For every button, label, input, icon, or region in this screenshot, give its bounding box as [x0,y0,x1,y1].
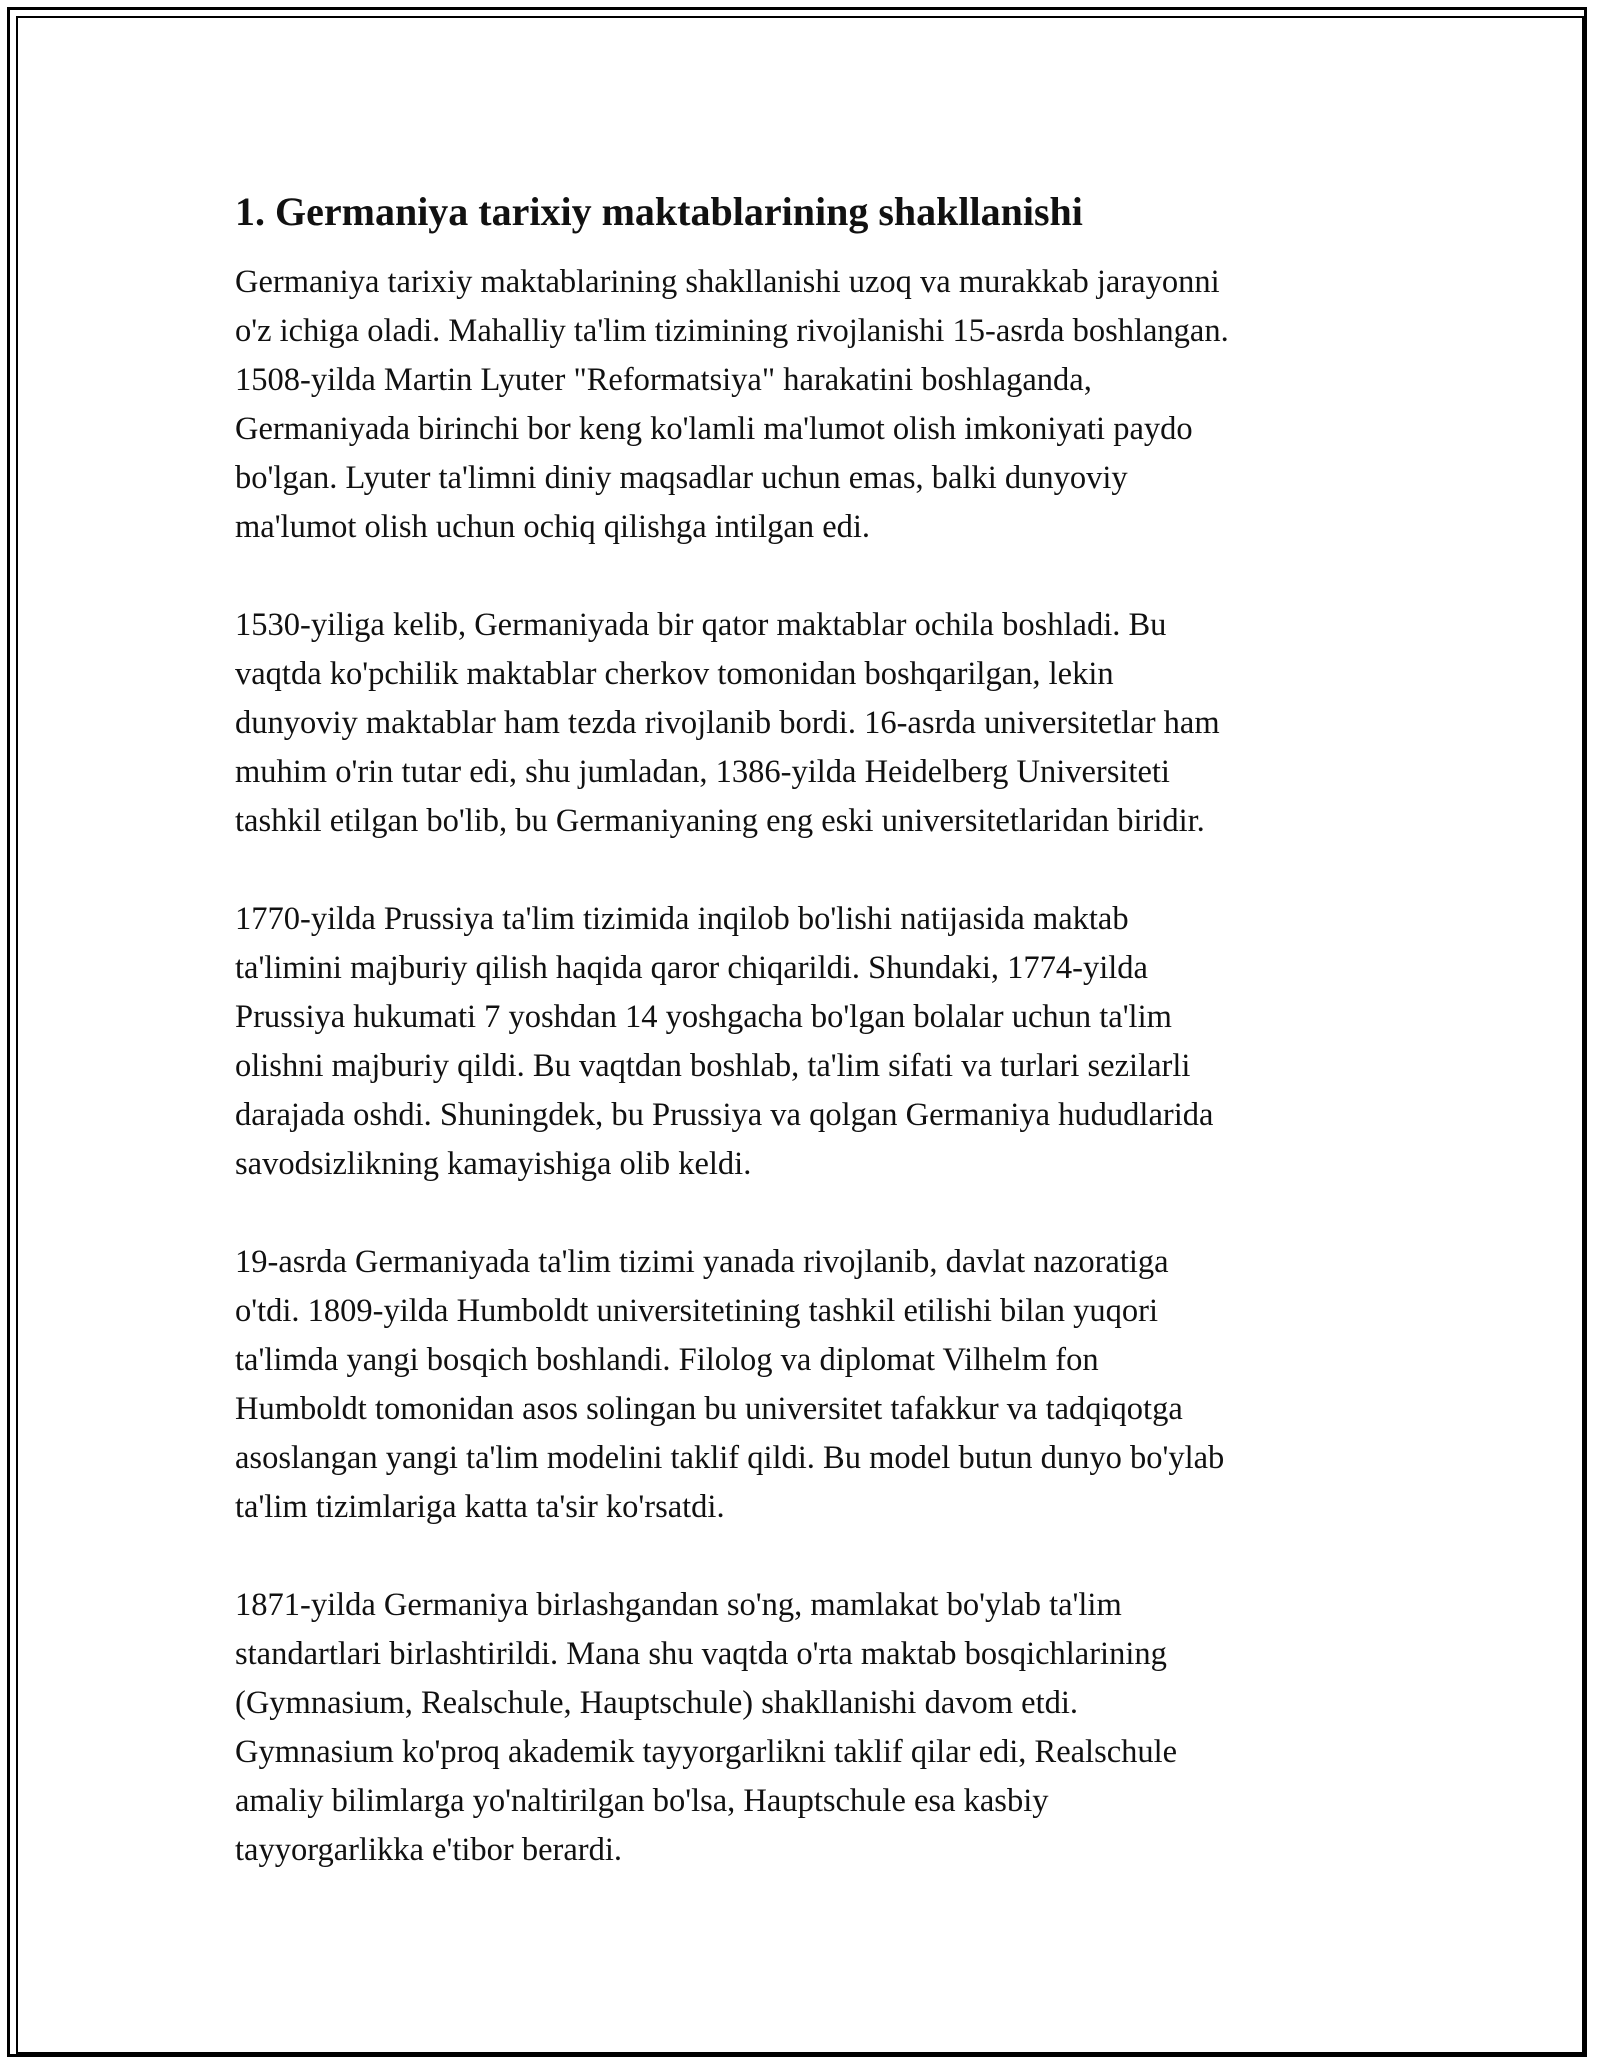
paragraph-line: ta'limda yangi bosqich boshlandi. Filolog va diplomat Vilhelm fon [235,1342,1099,1378]
paragraph-line: vaqtda ko'pchilik maktablar cherkov tomonidan boshqarilgan, lekin [235,656,1114,692]
document-body [235,188,1365,1924]
paragraph-line: savodsizlikning kamayishiga olib keldi. [235,1146,752,1182]
paragraph-line: 19-asrda Germaniyada ta'lim tizimi yanada rivojlanib, davlat nazoratiga [235,1244,1169,1280]
paragraph-line: dunyoviy maktablar ham tezda rivojlanib bordi. 16-asrda universitetlar ham [235,705,1220,741]
paragraph-line: ta'lim tizimlariga katta ta'sir ko'rsatdi. [235,1489,725,1525]
paragraph-line: amaliy bilimlarga yo'naltirilgan bo'lsa, Hauptschule esa kasbiy [235,1783,1049,1819]
paragraph-line: olishni majburiy qildi. Bu vaqtdan boshlab, ta'lim sifati va turlari sezilarli [235,1048,1191,1084]
paragraph-line: 1508-yilda Martin Lyuter "Reformatsiya" harakatini boshlaganda, [235,362,1092,398]
paragraph-line: ma'lumot olish uchun ochiq qilishga intilgan edi. [235,509,871,545]
paragraph-line: (Gymnasium, Realschule, Hauptschule) shakllanishi davom etdi. [235,1685,1079,1721]
paragraph-line: asoslangan yangi ta'lim modelini taklif qildi. Bu model butun dunyo bo'ylab [235,1440,1225,1476]
paragraph-line: muhim o'rin tutar edi, shu jumladan, 1386-yilda Heidelberg Universiteti [235,754,1170,790]
paragraph-line: tashkil etilgan bo'lib, bu Germaniyaning eng eski universitetlaridan biridir. [235,803,1205,839]
paragraph-line: darajada oshdi. Shuningdek, bu Prussiya va qolgan Germaniya hududlarida [235,1097,1214,1133]
paragraph-line: Prussiya hukumati 7 yoshdan 14 yoshgacha bo'lgan bolalar uchun ta'lim [235,999,1172,1035]
paragraph-line: Humboldt tomonidan asos solingan bu universitet tafakkur va tadqiqotga [235,1391,1183,1427]
paragraph-1 [235,258,1365,552]
paragraph-5 [235,1581,1365,1875]
paragraph-line: Gymnasium ko'proq akademik tayyorgarlikni taklif qilar edi, Realschule [235,1734,1178,1770]
paragraph-line: o'z ichiga oladi. Mahalliy ta'lim tizimining rivojlanishi 15-asrda boshlangan. [235,313,1229,349]
paragraph-line: standartlari birlashtirildi. Mana shu vaqtda o'rta maktab bosqichlarining [235,1636,1167,1672]
paragraph-line: bo'lgan. Lyuter ta'limni diniy maqsadlar uchun emas, balki dunyoviy [235,460,1128,496]
paragraph-line: Germaniya tarixiy maktablarining shakllanishi uzoq va murakkab jarayonni [235,264,1220,300]
paragraph-line: o'tdi. 1809-yilda Humboldt universitetining tashkil etilishi bilan yuqori [235,1293,1158,1329]
paragraph-3 [235,895,1365,1189]
paragraph-line: 1770-yilda Prussiya ta'lim tizimida inqilob bo'lishi natijasida maktab [235,901,1129,937]
paragraph-line: ta'limini majburiy qilish haqida qaror chiqarildi. Shundaki, 1774-yilda [235,950,1148,986]
paragraph-2 [235,601,1365,846]
paragraph-line: 1530-yiliga kelib, Germaniyada bir qator maktablar ochila boshladi. Bu [235,607,1167,643]
document-title: 1. Germaniya tarixiy maktablarining shakllanishi [235,189,1083,234]
paragraphs-container [235,258,1365,1875]
paragraph-4 [235,1238,1365,1532]
paragraph-line: tayyorgarlikka e'tibor berardi. [235,1832,622,1868]
paragraph-line: Germaniyada birinchi bor keng ko'lamli ma'lumot olish imkoniyati paydo [235,411,1193,447]
paragraph-line: 1871-yilda Germaniya birlashgandan so'ng, mamlakat bo'ylab ta'lim [235,1587,1122,1623]
